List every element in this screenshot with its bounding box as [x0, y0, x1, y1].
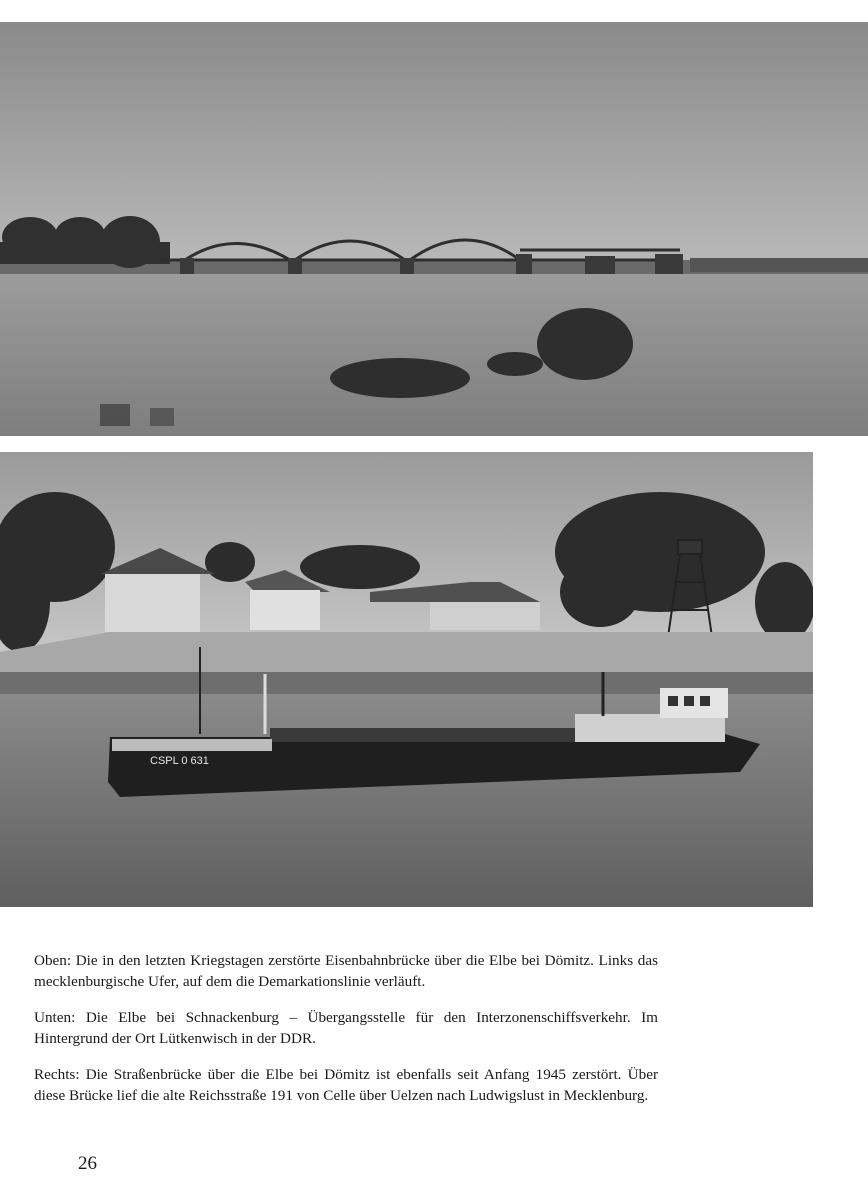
trees-left-bank	[0, 216, 170, 268]
page-number: 26	[78, 1153, 97, 1174]
hull-marking: CSPL 0 631	[150, 755, 209, 767]
caption-right: Rechts: Die Straßenbrücke über die Elbe bei Dömitz ist ebenfalls seit Anfang 1945 zerstört. Über diese Brücke lief die alte Reichsstraße 191 von Celle über Uelzen nach Ludwigslust in Mecklenburg.	[34, 1066, 658, 1104]
photo-barge-elbe	[0, 452, 813, 907]
photo-captions	[34, 950, 658, 1121]
caption-top: Oben: Die in den letzten Kriegstagen zerstörte Eisenbahnbrücke über die Elbe bei Dömitz. Links das mecklenburgische Ufer, auf dem die Demarkationslinie verläuft.	[34, 952, 658, 990]
photo-railway-bridge	[0, 22, 868, 436]
caption-bottom: Unten: Die Elbe bei Schnackenburg – Übergangsstelle für den Interzonenschiffsverkehr. Im Hintergrund der Ort Lütkenwisch in der DDR.	[34, 1009, 658, 1047]
